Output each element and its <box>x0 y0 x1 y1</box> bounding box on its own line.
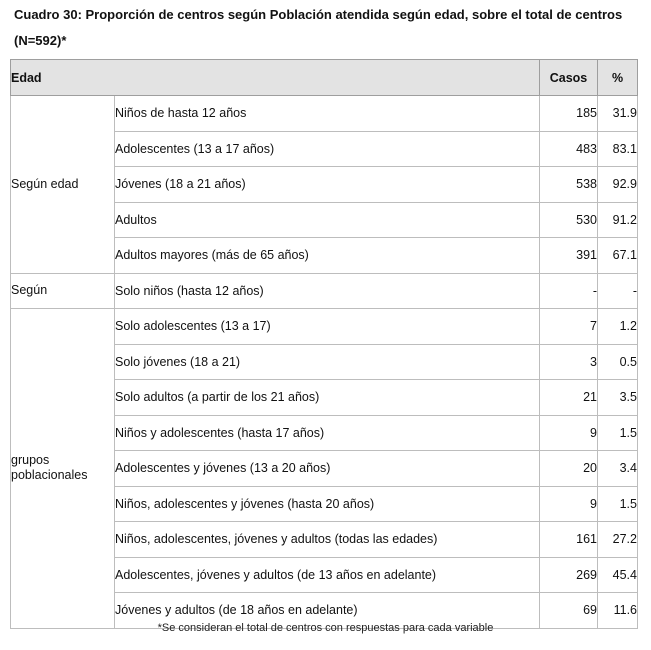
row-casos: 3 <box>540 344 598 380</box>
data-table <box>10 59 638 629</box>
group-label-segun: Según <box>11 273 115 309</box>
row-label: Adultos mayores (más de 65 años) <box>115 238 540 274</box>
row-pct: 92.9 <box>598 167 638 203</box>
row-label: Niños, adolescentes, jóvenes y adultos (todas las edades) <box>115 522 540 558</box>
row-pct: 3.5 <box>598 380 638 416</box>
row-label: Niños, adolescentes y jóvenes (hasta 20 años) <box>115 486 540 522</box>
row-label: Jóvenes (18 a 21 años) <box>115 167 540 203</box>
table-row <box>11 273 638 309</box>
table-row <box>11 309 638 345</box>
row-label: Adolescentes, jóvenes y adultos (de 13 años en adelante) <box>115 557 540 593</box>
table-title: Cuadro 30: Proporción de centros según Población atendida según edad, sobre el total de centros (N=592)* <box>14 7 623 48</box>
row-pct: 1.2 <box>598 309 638 345</box>
row-casos: 391 <box>540 238 598 274</box>
row-label: Jóvenes y adultos (de 18 años en adelante) <box>115 593 540 629</box>
header-pct: % <box>598 60 638 96</box>
row-casos: 20 <box>540 451 598 487</box>
header-row <box>11 60 638 96</box>
row-label: Adolescentes (13 a 17 años) <box>115 131 540 167</box>
row-pct: 1.5 <box>598 415 638 451</box>
row-pct: 11.6 <box>598 593 638 629</box>
row-label: Solo adultos (a partir de los 21 años) <box>115 380 540 416</box>
group-label-grupos-poblacionales: grupos poblacionales <box>11 309 115 629</box>
table-row <box>11 96 638 132</box>
row-pct: 91.2 <box>598 202 638 238</box>
row-casos: 69 <box>540 593 598 629</box>
row-casos: 538 <box>540 167 598 203</box>
row-label: Solo niños (hasta 12 años) <box>115 273 540 309</box>
row-label: Adolescentes y jóvenes (13 a 20 años) <box>115 451 540 487</box>
row-casos: 21 <box>540 380 598 416</box>
footnote: *Se consideran el total de centros con respuestas para cada variable <box>157 622 494 634</box>
header-casos: Casos <box>540 60 598 96</box>
row-pct: 31.9 <box>598 96 638 132</box>
row-casos: 161 <box>540 522 598 558</box>
row-pct: - <box>598 273 638 309</box>
row-pct: 3.4 <box>598 451 638 487</box>
row-label: Niños de hasta 12 años <box>115 96 540 132</box>
row-casos: 185 <box>540 96 598 132</box>
row-casos: 483 <box>540 131 598 167</box>
row-pct: 83.1 <box>598 131 638 167</box>
row-casos: 9 <box>540 486 598 522</box>
row-pct: 67.1 <box>598 238 638 274</box>
row-casos: 530 <box>540 202 598 238</box>
row-casos: 269 <box>540 557 598 593</box>
row-casos: - <box>540 273 598 309</box>
row-pct: 27.2 <box>598 522 638 558</box>
row-casos: 7 <box>540 309 598 345</box>
row-casos: 9 <box>540 415 598 451</box>
row-label: Solo adolescentes (13 a 17) <box>115 309 540 345</box>
row-pct: 1.5 <box>598 486 638 522</box>
row-pct: 0.5 <box>598 344 638 380</box>
row-label: Solo jóvenes (18 a 21) <box>115 344 540 380</box>
row-label: Adultos <box>115 202 540 238</box>
row-label: Niños y adolescentes (hasta 17 años) <box>115 415 540 451</box>
group-label-segun-edad: Según edad <box>11 96 115 274</box>
row-pct: 45.4 <box>598 557 638 593</box>
header-edad: Edad <box>11 60 540 96</box>
